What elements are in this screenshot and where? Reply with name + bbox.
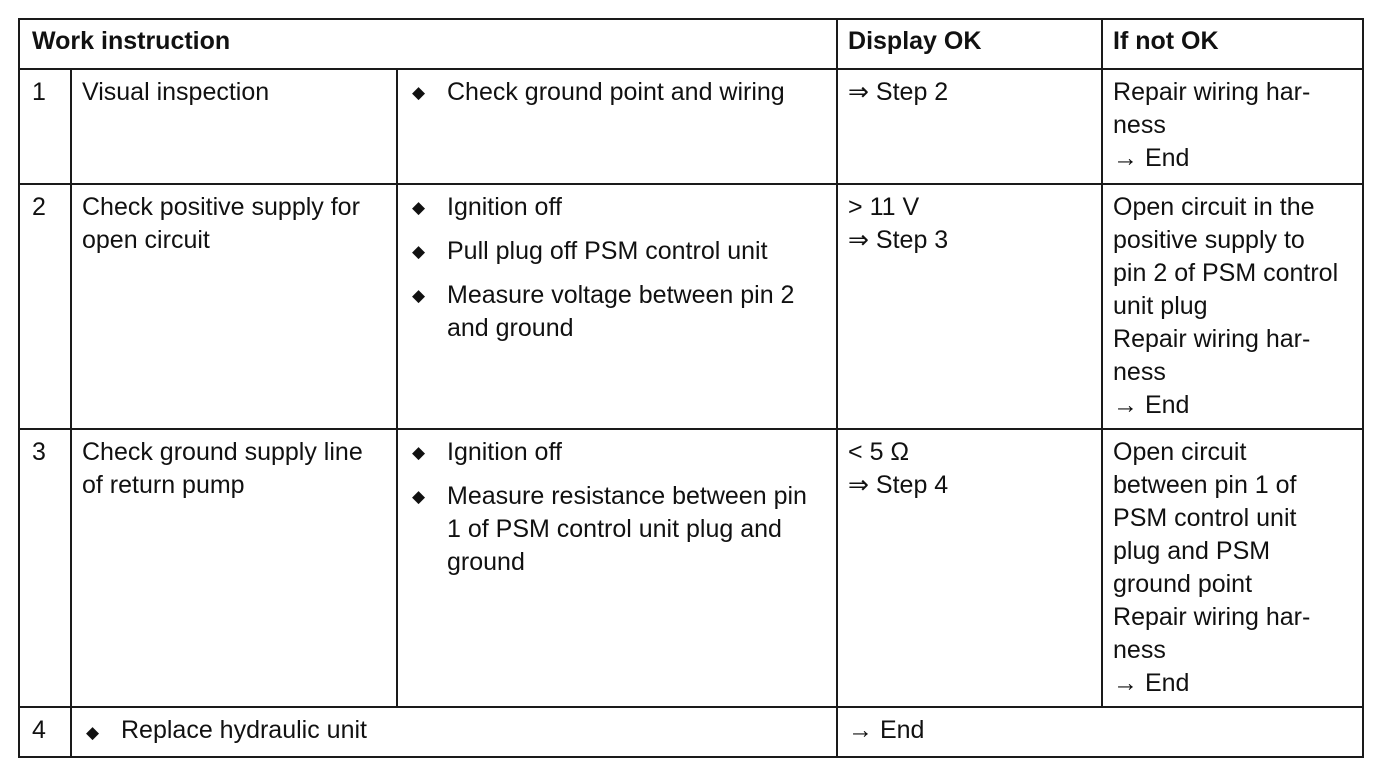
diamond-bullet-icon: ◆ — [412, 83, 426, 102]
step-number: 1 — [19, 69, 71, 184]
if-not-ok-line: plug and PSM — [1113, 537, 1271, 565]
if-not-ok-line: Repair wiring har- — [1113, 603, 1311, 631]
action-item — [408, 279, 826, 345]
step-actions — [71, 707, 837, 757]
if-not-ok-line: → End — [1113, 669, 1190, 697]
if-not-ok-line: pin 2 of PSM control — [1113, 259, 1339, 287]
step-number: 3 — [19, 429, 71, 707]
action-item — [408, 480, 826, 579]
if-not-ok-cell — [1102, 429, 1363, 707]
if-not-ok-line: Repair wiring har- — [1113, 325, 1311, 353]
if-not-ok-line: ness — [1113, 358, 1166, 386]
step-actions — [397, 184, 837, 429]
action-item — [408, 436, 826, 469]
table-row-4 — [19, 707, 1363, 757]
action-text: Pull plug off PSM control unit — [447, 237, 768, 265]
action-item — [408, 191, 826, 224]
display-ok-cell — [837, 69, 1102, 184]
table-row-2 — [19, 184, 1363, 429]
if-not-ok-line: unit plug — [1113, 292, 1208, 320]
if-not-ok-line: Open circuit — [1113, 438, 1247, 466]
step-actions — [397, 69, 837, 184]
display-ok-line: < 5 Ω — [848, 438, 910, 466]
step-title: Check positive supply for open circuit — [71, 184, 397, 429]
if-not-ok-line: ground point — [1113, 570, 1253, 598]
display-ok-line: ⇒ Step 2 — [848, 78, 949, 106]
table-row-1 — [19, 69, 1363, 184]
display-ok-line: ⇒ Step 4 — [848, 471, 949, 499]
action-text: Measure resistance between pin 1 of PSM control unit plug and ground — [447, 482, 807, 576]
display-ok-cell — [837, 429, 1102, 707]
action-text: Ignition off — [447, 438, 562, 466]
if-not-ok-cell — [1102, 184, 1363, 429]
action-text: Ignition off — [447, 193, 562, 221]
step-title: Visual inspection — [71, 69, 397, 184]
display-ok-cell: → End — [837, 707, 1363, 757]
step-number: 2 — [19, 184, 71, 429]
if-not-ok-line: ness — [1113, 636, 1166, 664]
diamond-bullet-icon: ◆ — [412, 198, 426, 217]
table-row-3 — [19, 429, 1363, 707]
diamond-bullet-icon: ◆ — [412, 242, 426, 261]
step-actions — [397, 429, 837, 707]
work-instruction-table — [18, 18, 1364, 758]
header-if-not-ok: If not OK — [1102, 19, 1363, 69]
display-ok-line: > 11 V — [848, 193, 920, 221]
diamond-bullet-icon: ◆ — [412, 487, 426, 506]
step-number: 4 — [19, 707, 71, 757]
step-title: Check ground supply line of return pump — [71, 429, 397, 707]
header-display-ok: Display OK — [837, 19, 1102, 69]
if-not-ok-line: → End — [1113, 391, 1190, 419]
if-not-ok-cell — [1102, 69, 1363, 184]
diamond-bullet-icon: ◆ — [412, 443, 426, 462]
action-text: Measure voltage between pin 2 and ground — [447, 281, 795, 342]
action-text: Check ground point and wiring — [447, 78, 785, 106]
if-not-ok-line: Repair wiring har- — [1113, 78, 1311, 106]
table-header-row — [19, 19, 1363, 69]
action-item — [408, 235, 826, 268]
action-item — [408, 76, 826, 109]
display-ok-cell — [837, 184, 1102, 429]
if-not-ok-line: between pin 1 of — [1113, 471, 1297, 499]
if-not-ok-line: ness — [1113, 111, 1166, 139]
if-not-ok-line: PSM control unit — [1113, 504, 1297, 532]
header-work-instruction: Work instruction — [19, 19, 837, 69]
action-text: Replace hydraulic unit — [121, 716, 367, 744]
if-not-ok-line: positive supply to — [1113, 226, 1305, 254]
diamond-bullet-icon: ◆ — [412, 286, 426, 305]
diamond-bullet-icon: ◆ — [86, 723, 100, 742]
if-not-ok-line: → End — [1113, 144, 1190, 172]
display-ok-line: ⇒ Step 3 — [848, 226, 949, 254]
if-not-ok-line: Open circuit in the — [1113, 193, 1315, 221]
